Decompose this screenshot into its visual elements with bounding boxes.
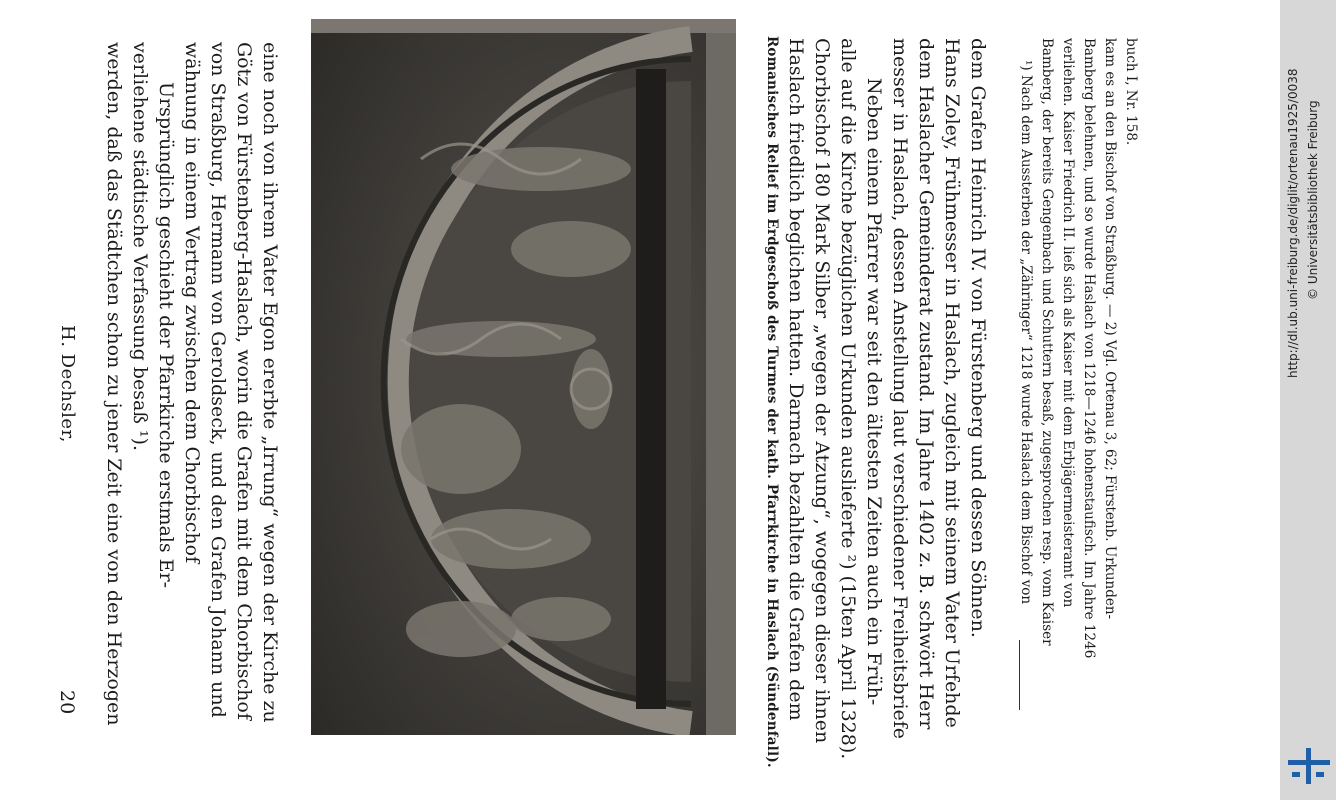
text-line: verliehene städtische Verfassung besaß ¹). <box>129 42 151 452</box>
running-header: H. Dechsler, <box>57 325 78 443</box>
text-line: von Straßburg, Hermann von Geroldseck, und den Grafen Johann und <box>207 42 229 718</box>
footnote-line: Bamberg belehnen, und so wurde Haslach von 1218—1246 hohenstaufisch. Im Jahre 1246 <box>1081 38 1097 659</box>
relief-photo <box>311 19 736 735</box>
text-line: Ursprünglich geschieht der Pfarrkirche erstmals Er- <box>155 82 177 589</box>
text-line: Chorbischof 180 Mark Silber „wegen der Atzung“, wogegen dieser ihnen <box>811 38 833 744</box>
text-line: wähnung in einem Vertrag zwischen dem Chorbischof <box>181 42 203 564</box>
text-line: Neben einem Pfarrer war seit den ältesten Zeiten auch ein Früh- <box>863 78 885 706</box>
text-line: alle auf die Kirche bezüglichen Urkunden auslieferte ²) (15ten April 1328). <box>837 38 859 760</box>
page-number: 20 <box>56 690 78 715</box>
figure-caption: Romanisches Relief im Erdgeschoß des Turmes der kath. Pfarrkirche in Haslach (Sündenfall). <box>764 36 780 768</box>
text-line: Hans Zoley, Frühmesser in Haslach, zugleich mit seinem Vater Urfehde <box>941 38 963 728</box>
footnote-line: buch I, Nr. 158. <box>1123 38 1139 146</box>
text-line: dem Grafen Heinrich IV. von Fürstenberg und dessen Söhnen. <box>967 38 989 638</box>
library-logo-icon <box>1288 748 1330 784</box>
relief-image <box>311 19 736 735</box>
footnote-line: ¹) Nach dem Aussterben der „Zähringer“ 1218 wurde Haslach dem Bischof von <box>1018 60 1034 605</box>
library-sidebar <box>1280 0 1336 800</box>
text-line: Haslach friedlich beglichen hatten. Darnach bezahlten die Grafen dem <box>785 38 807 721</box>
text-line: messer in Haslach, dessen Anstellung laut verschiedener Freiheitsbriefe <box>889 38 911 740</box>
source-url[interactable]: http://dl.ub.uni-freiburg.de/diglit/ortenau1925/0038 <box>1286 68 1300 378</box>
text-line: eine noch von ihrem Vater Egon ererbte „Irrung“ wegen der Kirche zu <box>259 42 281 723</box>
copyright-notice: © Universitätsbibliothek Freiburg <box>1306 100 1320 300</box>
footnote-line: kam es an den Bischof von Straßburg. — 2) Vgl. Ortenau 3, 62; Fürstenb. Urkunden- <box>1102 38 1118 620</box>
text-line: Götz von Fürstenberg-Haslach, worin die Grafen mit dem Chorbischof <box>233 42 255 720</box>
footnote-line: verliehen. Kaiser Friedrich II. ließ sich als Kaiser mit dem Erbjägermeisteramt von <box>1060 38 1076 608</box>
footnote-rule <box>1019 640 1020 710</box>
footnote-line: Bamberg, der bereits Gengenbach und Schuttern besaß, zugesprochen resp. vom Kaiser <box>1039 38 1055 646</box>
text-line: dem Haslacher Gemeinderat zustand. Im Jahre 1402 z. B. schwört Herr <box>915 38 937 730</box>
text-line: werden, daß das Städtchen schon zu jener Zeit eine von den Herzogen <box>103 42 125 726</box>
